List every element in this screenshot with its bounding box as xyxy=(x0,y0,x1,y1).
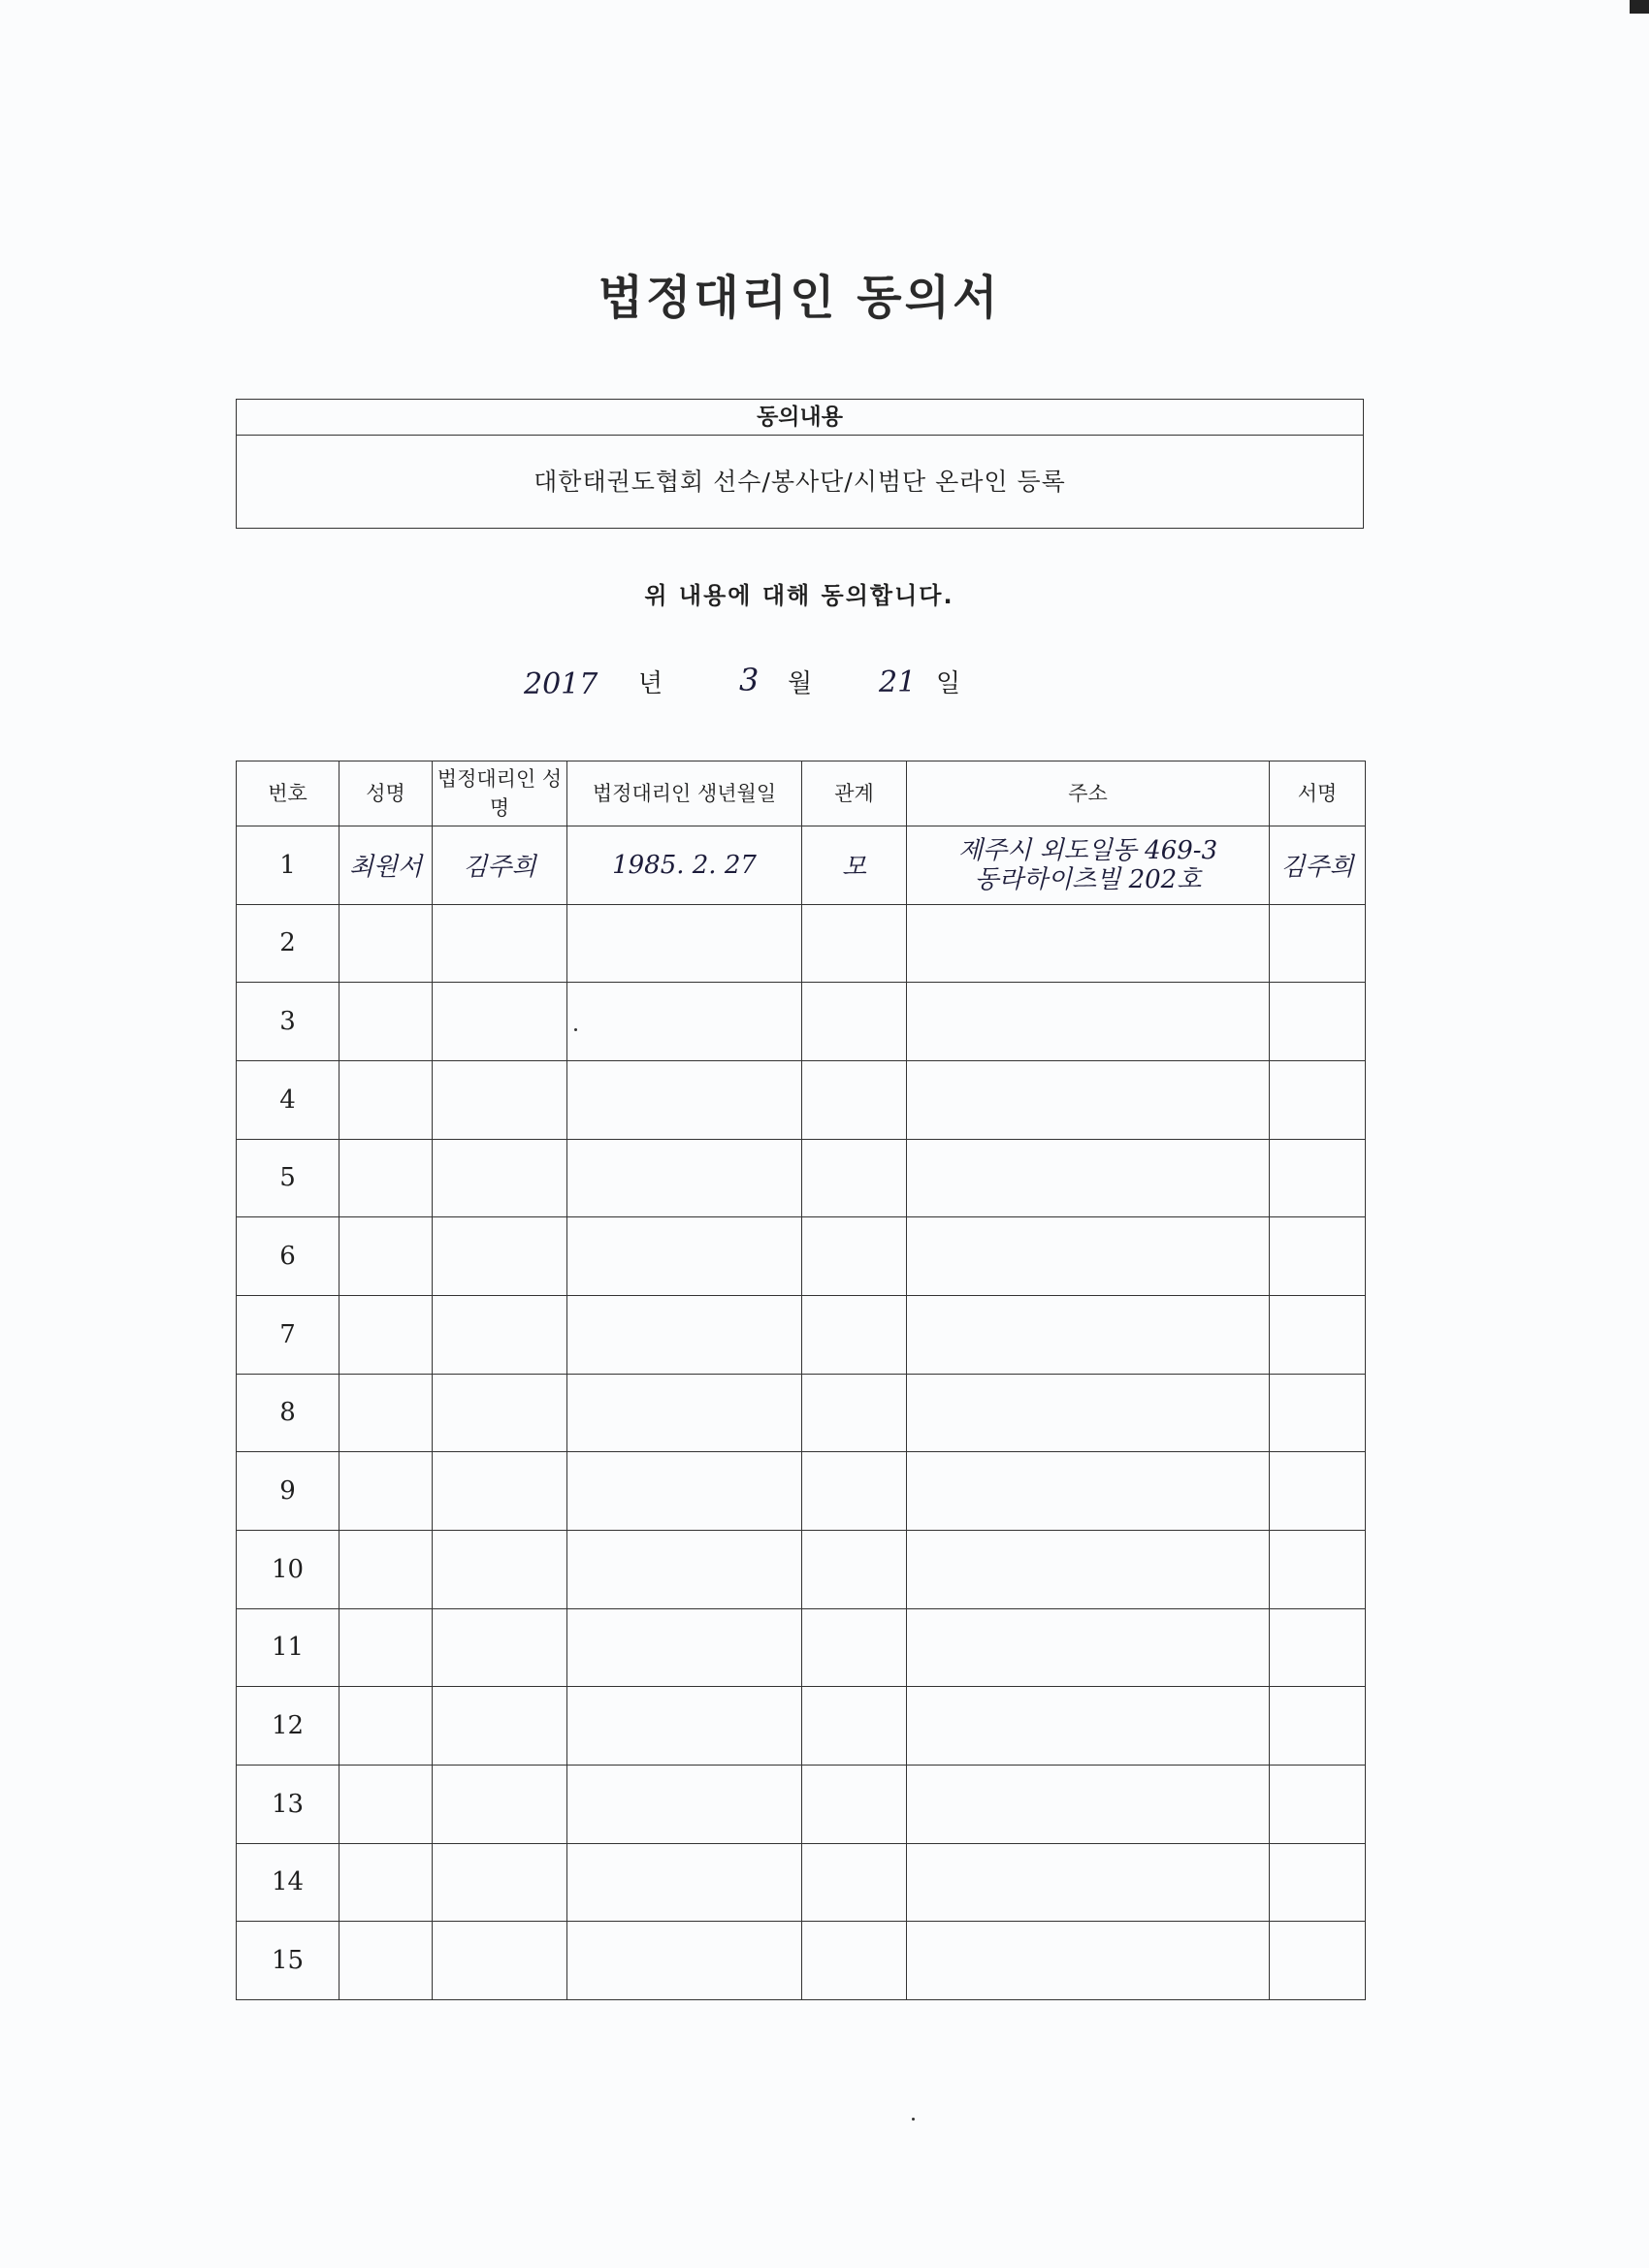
signature xyxy=(1270,1139,1366,1217)
address xyxy=(907,983,1270,1061)
guardian-birthdate xyxy=(567,1139,802,1217)
guardian-birthdate xyxy=(567,1687,802,1766)
participant-name xyxy=(340,904,433,983)
table-row xyxy=(237,983,1366,1061)
signature: 김주희 xyxy=(1270,826,1366,905)
guardian-birthdate xyxy=(567,1843,802,1922)
date-year-unit: 년 xyxy=(638,669,663,698)
table-row xyxy=(237,904,1366,983)
table-row xyxy=(237,1843,1366,1922)
signature xyxy=(1270,1922,1366,2000)
row-number: 4 xyxy=(237,1060,340,1139)
row-number: 13 xyxy=(237,1765,340,1843)
participant-name xyxy=(340,1843,433,1922)
address xyxy=(907,1687,1270,1766)
address xyxy=(907,1295,1270,1374)
signature xyxy=(1270,1530,1366,1608)
relation xyxy=(802,1687,907,1766)
relation xyxy=(802,1922,907,2000)
relation xyxy=(802,1217,907,1296)
address xyxy=(907,1530,1270,1608)
guardian-name xyxy=(433,1139,567,1217)
date-year: 2017 xyxy=(524,667,598,701)
header-address: 주소 xyxy=(907,761,1270,826)
guardian-registry-table xyxy=(236,761,1366,2000)
guardian-name xyxy=(433,1374,567,1452)
signature xyxy=(1270,1295,1366,1374)
agreement-statement: 위 내용에 대해 동의합니다. xyxy=(644,582,954,609)
relation xyxy=(802,1608,907,1687)
participant-name xyxy=(340,1374,433,1452)
guardian-name xyxy=(433,1295,567,1374)
address-line-2: 동라하이츠빌 202호 xyxy=(974,864,1202,894)
participant-name xyxy=(340,1687,433,1766)
signature xyxy=(1270,1217,1366,1296)
relation xyxy=(802,1139,907,1217)
guardian-birthdate xyxy=(567,1608,802,1687)
date-day: 21 xyxy=(879,665,917,699)
participant-name: 최원서 xyxy=(340,826,433,905)
table-body xyxy=(237,826,1366,2000)
row-number: 11 xyxy=(237,1608,340,1687)
document-title: 법정대리인 동의서 xyxy=(598,271,1001,325)
relation xyxy=(802,1295,907,1374)
row-number: 10 xyxy=(237,1530,340,1608)
header-name: 성명 xyxy=(340,761,433,826)
relation xyxy=(802,1843,907,1922)
signature xyxy=(1270,904,1366,983)
row-number: 7 xyxy=(237,1295,340,1374)
signature xyxy=(1270,1060,1366,1139)
address xyxy=(907,1139,1270,1217)
guardian-birthdate: 1985. 2. 27 xyxy=(567,826,802,905)
relation xyxy=(802,1374,907,1452)
header-guardian-name: 법정대리인 성명 xyxy=(433,761,567,826)
table-row xyxy=(237,1765,1366,1843)
date-month: 3 xyxy=(739,662,760,698)
signature xyxy=(1270,1374,1366,1452)
address xyxy=(907,1608,1270,1687)
relation xyxy=(802,983,907,1061)
guardian-birthdate xyxy=(567,1295,802,1374)
signature xyxy=(1270,1608,1366,1687)
address-line-1: 제주시 외도일동 469-3 xyxy=(957,835,1218,865)
table-row xyxy=(237,1374,1366,1452)
relation xyxy=(802,1765,907,1843)
participant-name xyxy=(340,1922,433,2000)
guardian-birthdate xyxy=(567,983,802,1061)
participant-name xyxy=(340,1295,433,1374)
guardian-name xyxy=(433,1765,567,1843)
header-signature: 서명 xyxy=(1270,761,1366,826)
row-number: 15 xyxy=(237,1922,340,2000)
row-number: 9 xyxy=(237,1452,340,1531)
consent-box xyxy=(236,399,1364,529)
relation xyxy=(802,904,907,983)
address xyxy=(907,1452,1270,1531)
date-day-unit: 일 xyxy=(936,669,961,698)
guardian-name xyxy=(433,1060,567,1139)
address xyxy=(907,826,1270,905)
address xyxy=(907,1217,1270,1296)
row-number: 5 xyxy=(237,1139,340,1217)
guardian-name xyxy=(433,983,567,1061)
row-number: 8 xyxy=(237,1374,340,1452)
participant-name xyxy=(340,983,433,1061)
row-number: 14 xyxy=(237,1843,340,1922)
signature xyxy=(1270,983,1366,1061)
guardian-name xyxy=(433,1452,567,1531)
guardian-name xyxy=(433,1530,567,1608)
guardian-birthdate xyxy=(567,1765,802,1843)
address xyxy=(907,904,1270,983)
row-number: 1 xyxy=(237,826,340,905)
table-row xyxy=(237,1139,1366,1217)
guardian-birthdate xyxy=(567,1452,802,1531)
signature xyxy=(1270,1843,1366,1922)
header-no: 번호 xyxy=(237,761,340,826)
table-row xyxy=(237,1060,1366,1139)
guardian-birthdate xyxy=(567,1217,802,1296)
row-number: 2 xyxy=(237,904,340,983)
guardian-birthdate xyxy=(567,1922,802,2000)
table-row xyxy=(237,1687,1366,1766)
address xyxy=(907,1922,1270,2000)
consent-header: 동의내용 xyxy=(237,400,1363,436)
scan-right-edge xyxy=(1608,0,1649,2268)
participant-name xyxy=(340,1452,433,1531)
row-number: 3 xyxy=(237,983,340,1061)
signature xyxy=(1270,1765,1366,1843)
participant-name xyxy=(340,1530,433,1608)
signature xyxy=(1270,1687,1366,1766)
participant-name xyxy=(340,1139,433,1217)
guardian-name: 김주희 xyxy=(433,826,567,905)
header-guardian-birth: 법정대리인 생년월일 xyxy=(567,761,802,826)
scan-mark xyxy=(1630,0,1649,14)
relation xyxy=(802,1530,907,1608)
table-row xyxy=(237,1217,1366,1296)
guardian-birthdate xyxy=(567,1060,802,1139)
table-header-row xyxy=(237,761,1366,826)
participant-name xyxy=(340,1765,433,1843)
header-relation: 관계 xyxy=(802,761,907,826)
address xyxy=(907,1843,1270,1922)
address xyxy=(907,1060,1270,1139)
table-row xyxy=(237,1922,1366,2000)
table-row xyxy=(237,1452,1366,1531)
participant-name xyxy=(340,1608,433,1687)
guardian-name xyxy=(433,904,567,983)
consent-content: 대한태권도협회 선수/봉사단/시범단 온라인 등록 xyxy=(534,468,1066,496)
table-row xyxy=(237,1295,1366,1374)
guardian-name xyxy=(433,1217,567,1296)
relation xyxy=(802,1060,907,1139)
signature xyxy=(1270,1452,1366,1531)
row-number: 12 xyxy=(237,1687,340,1766)
guardian-birthdate xyxy=(567,1374,802,1452)
guardian-name xyxy=(433,1843,567,1922)
participant-name xyxy=(340,1060,433,1139)
date-month-unit: 월 xyxy=(788,669,813,698)
table-row xyxy=(237,1608,1366,1687)
table-row xyxy=(237,1530,1366,1608)
guardian-name xyxy=(433,1922,567,2000)
guardian-birthdate xyxy=(567,904,802,983)
scan-speck xyxy=(912,2118,915,2121)
relation: 모 xyxy=(802,826,907,905)
address xyxy=(907,1765,1270,1843)
participant-name xyxy=(340,1217,433,1296)
guardian-name xyxy=(433,1608,567,1687)
table-row xyxy=(237,826,1366,905)
scan-speck xyxy=(574,1028,577,1031)
relation xyxy=(802,1452,907,1531)
address xyxy=(907,1374,1270,1452)
guardian-name xyxy=(433,1687,567,1766)
guardian-birthdate xyxy=(567,1530,802,1608)
row-number: 6 xyxy=(237,1217,340,1296)
